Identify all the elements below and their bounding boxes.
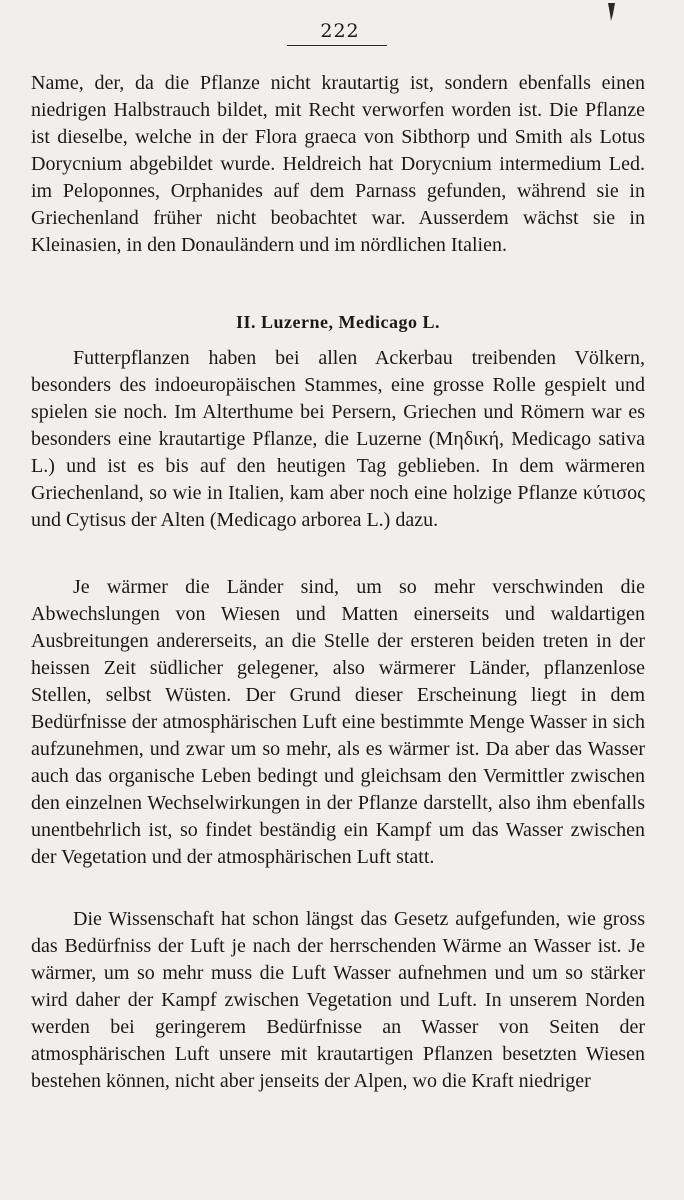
paragraph-je-waermer — [31, 574, 645, 871]
paragraph-text: Name, der, da die Pflanze nicht krautartig ist, sondern ebenfalls einen niedrigen Halbstrauch bildet, mit Recht verworfen worden ist. Die Pflanze ist dieselbe, welche in der Flora graeca von Sibthorp und Smith als Lotus Dorycnium abgebildet wurde. Heldreich hat Dorycnium intermedium Led. im Peloponnes, Orphanides auf dem Parnass gefunden, während sie in Griechenland früher nicht beobachtet war. Ausserdem wächst sie in Kleinasien, in den Donauländern und im nördlichen Italien. — [31, 72, 645, 256]
page-number: 222 — [320, 20, 360, 42]
section-heading: II. Luzerne, Medicago L. — [236, 312, 440, 332]
paragraph-continued — [31, 70, 645, 259]
paragraph-text: Futterpflanzen haben bei allen Ackerbau treibenden Völkern, besonders des indoeuropäischen Stammes, eine grosse Rolle gespielt und spielen sie noch. Im Alterthume bei Persern, Griechen und Römern war es besonders eine krautartige Pflanze, die Luzerne (Μηδική, Medicago sativa L.) und ist es bis auf den heutigen Tag geblieben. In dem wärmeren Griechenland, so wie in Italien, kam aber noch eine holzige Pflanze κύτισος und Cytisus der Alten (Medicago arborea L.) dazu. — [31, 347, 645, 531]
header-rule — [287, 45, 387, 46]
paragraph-text: Je wärmer die Länder sind, um so mehr verschwinden die Abwechslungen von Wiesen und Matten einerseits und waldartigen Ausbreitungen andererseits, an die Stelle der ersteren beiden treten in der heissen Zeit südlicher gelegener, also wärmerer Länder, pflanzenlose Stellen, selbst Wüsten. Der Grund dieser Erscheinung liegt in dem Bedürfnisse der atmosphärischen Luft eine bestimmte Menge Wasser in sich aufzunehmen, und zwar um so mehr, als es wärmer ist. Da aber das Wasser auch das organische Leben bedingt und gleichsam den Vermittler zwischen den einzelnen Wechselwirkungen in der Pflanze darstellt, also ihm ebenfalls unentbehrlich ist, so findet beständig ein Kampf um das Wasser zwischen der Vegetation und der atmosphärischen Luft statt. — [31, 576, 645, 868]
ink-mark — [606, 2, 616, 22]
paragraph-futterpflanzen — [31, 345, 645, 534]
paragraph-wissenschaft — [31, 906, 645, 1095]
paragraph-text: Die Wissenschaft hat schon längst das Gesetz aufgefunden, wie gross das Bedürfniss der Luft je nach der herrschenden Wärme an Wasser ist. Je wärmer, um so mehr muss die Luft Wasser aufnehmen und um so stärker wird daher der Kampf zwischen Vegetation und Luft. In unserem Norden werden bei geringerem Bedürfnisse an Wasser von Seiten der atmosphärischen Luft unsere mit krautartigen Pflanzen besetzten Wiesen bestehen können, nicht aber jenseits der Alpen, wo die Kraft niedriger — [31, 908, 645, 1092]
